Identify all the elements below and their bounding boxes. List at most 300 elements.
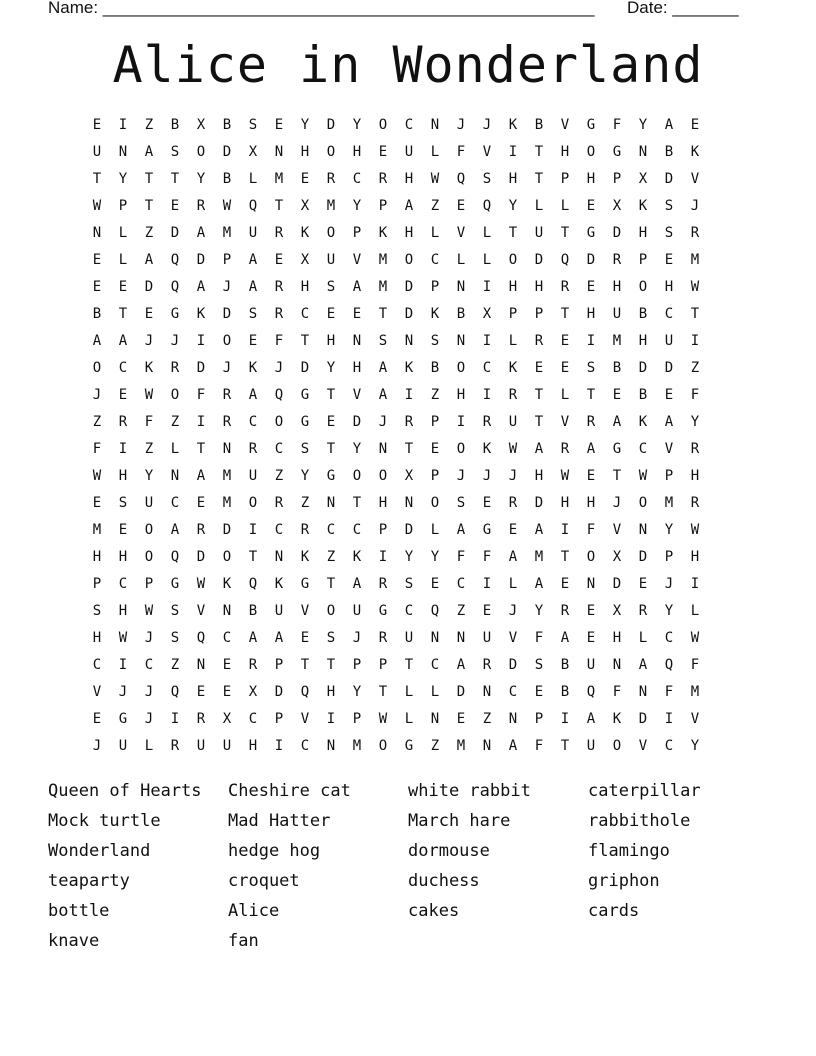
word-list-item: caterpillar — [588, 781, 701, 801]
grid-letter: R — [560, 603, 570, 619]
grid-letter: Y — [664, 522, 674, 538]
grid-letter: S — [404, 576, 414, 592]
grid-letter: V — [690, 171, 700, 187]
grid-letter: T — [586, 387, 596, 403]
grid-letter: N — [430, 117, 440, 133]
grid-letter: Z — [170, 657, 180, 673]
grid-letter: K — [300, 549, 310, 565]
grid-letter: C — [170, 495, 180, 511]
grid-letter: U — [612, 306, 622, 322]
grid-letter: E — [586, 279, 596, 295]
grid-letter: E — [664, 387, 674, 403]
grid-letter: G — [586, 117, 596, 133]
name-field-label: Name: ____________________________________________________ — [48, 0, 595, 17]
grid-letter: Z — [326, 549, 336, 565]
grid-letter: R — [690, 441, 700, 457]
grid-letter: T — [248, 549, 258, 565]
grid-letter: H — [638, 225, 648, 241]
grid-letter: L — [482, 225, 492, 241]
grid-letter: V — [664, 441, 674, 457]
grid-letter: H — [690, 549, 700, 565]
grid-letter: M — [690, 252, 700, 268]
grid-letter: H — [560, 144, 570, 160]
grid-letter: I — [118, 117, 128, 133]
grid-letter: Y — [430, 549, 440, 565]
grid-letter: B — [534, 117, 544, 133]
grid-letter: T — [326, 576, 336, 592]
grid-letter: O — [612, 738, 622, 754]
grid-letter: I — [118, 441, 128, 457]
grid-letter: S — [92, 603, 102, 619]
grid-letter: J — [508, 603, 518, 619]
grid-letter: U — [248, 225, 258, 241]
grid-letter: J — [482, 468, 492, 484]
grid-letter: Y — [144, 468, 154, 484]
grid-letter: H — [352, 144, 362, 160]
grid-letter: D — [196, 252, 206, 268]
grid-letter: M — [612, 333, 622, 349]
grid-letter: E — [222, 657, 232, 673]
grid-letter: I — [586, 333, 596, 349]
grid-letter: U — [586, 657, 596, 673]
grid-letter: D — [274, 684, 284, 700]
grid-row — [84, 328, 734, 355]
grid-letter: K — [482, 441, 492, 457]
grid-letter: H — [118, 603, 128, 619]
grid-letter: P — [534, 306, 544, 322]
grid-letter: K — [508, 360, 518, 376]
grid-letter: N — [274, 144, 284, 160]
grid-letter: H — [508, 171, 518, 187]
grid-letter: F — [196, 387, 206, 403]
grid-letter: R — [586, 414, 596, 430]
grid-letter: F — [534, 738, 544, 754]
grid-letter: I — [482, 279, 492, 295]
grid-letter: O — [378, 468, 388, 484]
grid-letter: E — [430, 576, 440, 592]
grid-letter: A — [456, 657, 466, 673]
grid-letter: L — [508, 576, 518, 592]
grid-letter: D — [300, 360, 310, 376]
grid-letter: C — [222, 630, 232, 646]
grid-letter: N — [404, 495, 414, 511]
grid-letter: L — [430, 225, 440, 241]
grid-letter: B — [170, 117, 180, 133]
grid-letter: N — [482, 684, 492, 700]
word-list-item: Queen of Hearts — [48, 781, 202, 801]
grid-letter: A — [638, 657, 648, 673]
grid-letter: U — [664, 333, 674, 349]
grid-letter: L — [638, 630, 648, 646]
grid-letter: P — [352, 711, 362, 727]
grid-letter: G — [118, 711, 128, 727]
grid-letter: R — [248, 657, 258, 673]
grid-letter: Y — [638, 117, 648, 133]
grid-letter: T — [560, 738, 570, 754]
grid-letter: D — [638, 360, 648, 376]
grid-letter: N — [222, 441, 232, 457]
grid-letter: N — [638, 684, 648, 700]
page-title: Alice in Wonderland — [112, 36, 704, 94]
grid-letter: F — [586, 522, 596, 538]
grid-letter: L — [248, 171, 258, 187]
grid-letter: L — [508, 333, 518, 349]
grid-letter: H — [690, 468, 700, 484]
grid-letter: U — [144, 495, 154, 511]
grid-letter: R — [300, 522, 310, 538]
grid-letter: A — [378, 360, 388, 376]
grid-letter: H — [248, 738, 258, 754]
grid-letter: J — [508, 468, 518, 484]
grid-letter: Z — [430, 198, 440, 214]
grid-letter: H — [586, 495, 596, 511]
grid-letter: I — [560, 522, 570, 538]
grid-letter: H — [118, 549, 128, 565]
grid-letter: E — [222, 684, 232, 700]
grid-letter: A — [612, 414, 622, 430]
grid-letter: A — [196, 225, 206, 241]
grid-letter: E — [196, 684, 206, 700]
grid-letter: I — [196, 414, 206, 430]
grid-letter: O — [222, 333, 232, 349]
grid-letter: E — [508, 522, 518, 538]
grid-letter: M — [378, 279, 388, 295]
grid-letter: R — [690, 495, 700, 511]
grid-letter: Y — [664, 603, 674, 619]
grid-letter: L — [404, 684, 414, 700]
grid-letter: M — [690, 684, 700, 700]
grid-letter: C — [144, 657, 154, 673]
grid-letter: Y — [508, 198, 518, 214]
grid-letter: Q — [664, 657, 674, 673]
grid-letter: K — [352, 549, 362, 565]
grid-letter: R — [482, 657, 492, 673]
grid-letter: E — [118, 387, 128, 403]
grid-letter: B — [638, 387, 648, 403]
grid-letter: L — [430, 144, 440, 160]
grid-row — [84, 625, 734, 652]
grid-letter: G — [586, 225, 596, 241]
grid-letter: D — [638, 711, 648, 727]
grid-letter: E — [690, 117, 700, 133]
grid-letter: T — [326, 657, 336, 673]
grid-letter: E — [118, 522, 128, 538]
grid-letter: H — [326, 684, 336, 700]
grid-letter: O — [352, 468, 362, 484]
grid-letter: E — [326, 306, 336, 322]
grid-letter: R — [612, 252, 622, 268]
grid-letter: T — [404, 657, 414, 673]
grid-letter: R — [638, 603, 648, 619]
grid-letter: R — [378, 630, 388, 646]
grid-letter: K — [690, 144, 700, 160]
grid-letter: H — [92, 549, 102, 565]
grid-letter: B — [612, 360, 622, 376]
grid-letter: L — [456, 252, 466, 268]
grid-letter: J — [92, 387, 102, 403]
grid-letter: A — [248, 279, 258, 295]
grid-letter: T — [560, 549, 570, 565]
grid-letter: C — [664, 738, 674, 754]
grid-letter: D — [326, 117, 336, 133]
grid-letter: E — [638, 576, 648, 592]
word-list-item: Alice — [228, 901, 280, 921]
grid-letter: F — [482, 549, 492, 565]
grid-letter: L — [482, 252, 492, 268]
grid-letter: Z — [430, 387, 440, 403]
word-list-item: dormouse — [408, 841, 490, 861]
date-field-label: Date: _______ — [627, 0, 739, 17]
grid-letter: B — [248, 603, 258, 619]
grid-row — [84, 193, 734, 220]
grid-letter: A — [248, 252, 258, 268]
grid-letter: O — [404, 252, 414, 268]
grid-letter: K — [144, 360, 154, 376]
grid-letter: Q — [560, 252, 570, 268]
grid-letter: O — [638, 495, 648, 511]
grid-letter: N — [404, 333, 414, 349]
grid-row — [84, 139, 734, 166]
grid-letter: I — [482, 576, 492, 592]
grid-letter: C — [664, 306, 674, 322]
grid-letter: N — [612, 657, 622, 673]
grid-letter: R — [274, 306, 284, 322]
grid-letter: Z — [144, 225, 154, 241]
grid-letter: F — [456, 144, 466, 160]
grid-letter: U — [352, 603, 362, 619]
grid-letter: U — [326, 252, 336, 268]
grid-letter: U — [118, 738, 128, 754]
grid-letter: T — [144, 171, 154, 187]
grid-letter: D — [404, 306, 414, 322]
grid-letter: Z — [92, 414, 102, 430]
grid-letter: T — [300, 333, 310, 349]
grid-letter: H — [404, 225, 414, 241]
grid-letter: R — [560, 441, 570, 457]
grid-letter: C — [482, 360, 492, 376]
grid-letter: M — [222, 468, 232, 484]
grid-letter: V — [638, 738, 648, 754]
grid-letter: C — [274, 441, 284, 457]
grid-letter: D — [404, 279, 414, 295]
grid-letter: X — [222, 711, 232, 727]
grid-letter: T — [144, 198, 154, 214]
grid-letter: O — [586, 549, 596, 565]
grid-letter: M — [222, 495, 232, 511]
grid-letter: Z — [170, 414, 180, 430]
grid-letter: D — [534, 252, 544, 268]
grid-letter: J — [456, 468, 466, 484]
grid-row — [84, 679, 734, 706]
grid-letter: X — [248, 684, 258, 700]
grid-letter: S — [248, 117, 258, 133]
grid-letter: N — [170, 468, 180, 484]
grid-letter: P — [92, 576, 102, 592]
grid-letter: W — [430, 171, 440, 187]
grid-letter: O — [170, 387, 180, 403]
grid-letter: J — [664, 576, 674, 592]
grid-letter: K — [638, 414, 648, 430]
grid-letter: K — [248, 360, 258, 376]
grid-letter: V — [690, 711, 700, 727]
grid-letter: X — [300, 252, 310, 268]
grid-letter: A — [144, 252, 154, 268]
grid-letter: R — [118, 414, 128, 430]
grid-letter: B — [638, 306, 648, 322]
grid-letter: H — [378, 495, 388, 511]
grid-row — [84, 220, 734, 247]
grid-letter: D — [196, 549, 206, 565]
grid-letter: N — [92, 225, 102, 241]
grid-letter: H — [586, 306, 596, 322]
grid-letter: Q — [482, 198, 492, 214]
grid-letter: N — [508, 711, 518, 727]
grid-letter: S — [326, 279, 336, 295]
grid-letter: T — [326, 441, 336, 457]
grid-row — [84, 463, 734, 490]
grid-letter: J — [352, 630, 362, 646]
grid-letter: X — [482, 306, 492, 322]
grid-letter: O — [196, 144, 206, 160]
grid-letter: A — [352, 279, 362, 295]
grid-letter: D — [586, 252, 596, 268]
grid-letter: U — [508, 414, 518, 430]
grid-letter: G — [404, 738, 414, 754]
grid-letter: S — [456, 495, 466, 511]
grid-letter: T — [378, 684, 388, 700]
grid-letter: N — [456, 333, 466, 349]
grid-letter: D — [638, 549, 648, 565]
word-list-item: cakes — [408, 901, 460, 921]
grid-letter: P — [430, 414, 440, 430]
grid-letter: R — [482, 414, 492, 430]
grid-letter: F — [456, 549, 466, 565]
grid-letter: R — [378, 171, 388, 187]
grid-letter: D — [196, 360, 206, 376]
word-list-item: Mad Hatter — [228, 811, 331, 831]
grid-letter: Q — [300, 684, 310, 700]
word-list-item: Cheshire cat — [228, 781, 351, 801]
grid-letter: T — [378, 306, 388, 322]
grid-row — [84, 652, 734, 679]
grid-letter: J — [222, 360, 232, 376]
grid-letter: O — [326, 225, 336, 241]
grid-letter: Q — [170, 549, 180, 565]
grid-letter: P — [664, 468, 674, 484]
grid-letter: P — [378, 198, 388, 214]
grid-letter: F — [274, 333, 284, 349]
grid-row — [84, 247, 734, 274]
grid-letter: S — [170, 630, 180, 646]
grid-letter: Q — [430, 603, 440, 619]
grid-letter: H — [300, 144, 310, 160]
grid-letter: D — [612, 225, 622, 241]
grid-letter: C — [118, 576, 128, 592]
grid-letter: M — [378, 252, 388, 268]
grid-letter: J — [144, 630, 154, 646]
grid-letter: C — [248, 711, 258, 727]
grid-letter: E — [274, 117, 284, 133]
grid-letter: L — [560, 198, 570, 214]
grid-letter: E — [352, 306, 362, 322]
grid-letter: R — [690, 225, 700, 241]
grid-letter: L — [690, 603, 700, 619]
grid-row — [84, 544, 734, 571]
grid-letter: Y — [352, 198, 362, 214]
grid-letter: U — [222, 738, 232, 754]
grid-letter: H — [92, 630, 102, 646]
grid-letter: N — [352, 333, 362, 349]
grid-letter: L — [144, 738, 154, 754]
grid-letter: Z — [144, 117, 154, 133]
grid-letter: T — [560, 225, 570, 241]
grid-letter: R — [404, 414, 414, 430]
grid-letter: V — [300, 711, 310, 727]
grid-letter: E — [612, 387, 622, 403]
grid-letter: M — [534, 549, 544, 565]
word-list-item: croquet — [228, 871, 300, 891]
grid-letter: A — [196, 468, 206, 484]
grid-letter: O — [456, 360, 466, 376]
grid-letter: D — [534, 495, 544, 511]
grid-letter: T — [326, 387, 336, 403]
grid-letter: X — [404, 468, 414, 484]
grid-letter: I — [404, 387, 414, 403]
grid-letter: Y — [326, 360, 336, 376]
grid-letter: H — [560, 495, 570, 511]
grid-letter: S — [534, 657, 544, 673]
grid-letter: O — [586, 144, 596, 160]
grid-letter: V — [300, 603, 310, 619]
grid-letter: V — [508, 630, 518, 646]
grid-letter: D — [144, 279, 154, 295]
grid-letter: K — [638, 198, 648, 214]
grid-letter: Y — [300, 117, 310, 133]
grid-letter: D — [508, 657, 518, 673]
grid-letter: D — [222, 522, 232, 538]
grid-letter: N — [586, 576, 596, 592]
grid-letter: M — [92, 522, 102, 538]
grid-letter: U — [196, 738, 206, 754]
grid-letter: A — [664, 414, 674, 430]
grid-letter: X — [612, 549, 622, 565]
grid-row — [84, 598, 734, 625]
grid-letter: X — [612, 198, 622, 214]
grid-letter: H — [508, 279, 518, 295]
grid-letter: T — [612, 468, 622, 484]
grid-letter: F — [92, 441, 102, 457]
grid-letter: G — [612, 144, 622, 160]
grid-letter: E — [456, 198, 466, 214]
grid-letter: R — [222, 387, 232, 403]
grid-letter: A — [664, 117, 674, 133]
grid-letter: B — [456, 306, 466, 322]
grid-letter: S — [378, 333, 388, 349]
grid-letter: M — [664, 495, 674, 511]
grid-row — [84, 166, 734, 193]
grid-letter: C — [300, 738, 310, 754]
word-list-item: duchess — [408, 871, 480, 891]
grid-letter: C — [118, 360, 128, 376]
grid-letter: H — [326, 333, 336, 349]
grid-letter: R — [508, 495, 518, 511]
grid-letter: Y — [352, 117, 362, 133]
grid-letter: L — [118, 252, 128, 268]
grid-letter: O — [430, 495, 440, 511]
grid-letter: S — [248, 306, 258, 322]
grid-letter: J — [144, 333, 154, 349]
grid-letter: R — [196, 711, 206, 727]
